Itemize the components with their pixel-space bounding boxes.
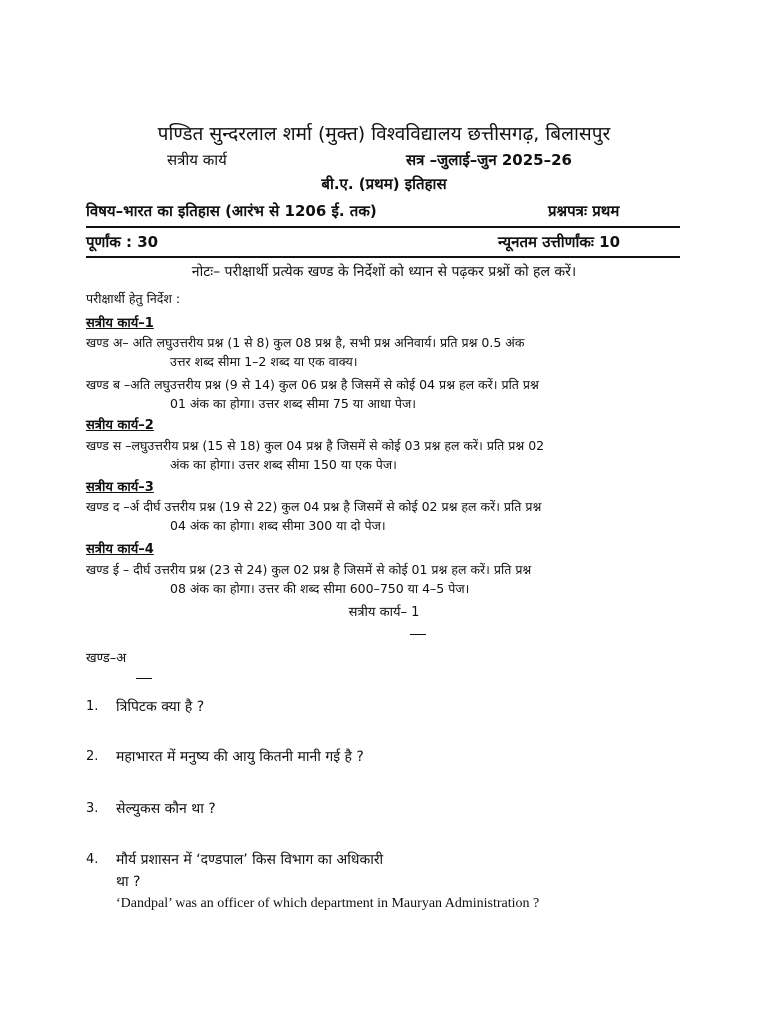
instruction-item: [86, 436, 680, 474]
instruction-item: [86, 497, 680, 535]
instruction-line: 04 अंक का होगा। शब्द सीमा 300 या दो पेज।: [170, 518, 386, 533]
section-heading-1: सत्रीय कार्य–1: [86, 316, 154, 331]
instructions-heading: परीक्षार्थी हेतु निर्देश :: [86, 291, 181, 306]
min-marks: न्यूनतम उत्तीर्णांकः 10: [498, 233, 621, 251]
instruction-item: [86, 375, 680, 413]
assignment-label: सत्रीय कार्य: [167, 151, 227, 169]
divider-dash: [136, 678, 152, 679]
instruction-item: [86, 333, 680, 371]
question-english: ‘Dandpal’ was an officer of which department in Mauryan Administration ?: [116, 896, 540, 911]
instruction-item: [86, 560, 680, 598]
divider-dash: [410, 634, 426, 635]
assignment-heading: सत्रीय कार्य– 1: [348, 605, 420, 620]
instruction-line: अंक का होगा। उत्तर शब्द सीमा 150 या एक पेज।: [170, 457, 397, 472]
question-number: 2.: [86, 749, 99, 764]
question-number: 3.: [86, 801, 99, 816]
instruction-line: उत्तर शब्द सीमा 1–2 शब्द या एक वाक्य।: [170, 354, 358, 369]
section-heading-4: सत्रीय कार्य–4: [86, 542, 154, 557]
note-text: नोटः– परीक्षार्थी प्रत्येक खण्ड के निर्देशों को ध्यान से पढ़कर प्रश्नों को हल करें।: [191, 264, 577, 280]
section-heading-2: सत्रीय कार्य–2: [86, 418, 154, 433]
instruction-line: खण्ड ई – दीर्घ उत्तरीय प्रश्न (23 से 24) कुल 02 प्रश्न है जिसमें से कोई 01 प्रश्न हल करें। प्रति प्रश्न: [86, 562, 532, 577]
divider-top: [86, 226, 680, 228]
question-text: सेल्युकस कौन था ?: [116, 801, 216, 817]
instruction-line: खण्ड अ– अति लघुउत्तरीय प्रश्न (1 से 8) कुल 08 प्रश्न है, सभी प्रश्न अनिवार्य। प्रति प्रश्न 0.5 अंक: [86, 335, 525, 350]
question-text: त्रिपिटक क्या है ?: [116, 699, 205, 715]
section-heading-3: सत्रीय कार्य–3: [86, 480, 154, 495]
instruction-line: खण्ड द –र्अ दीर्घ उत्तरीय प्रश्न (19 से 22) कुल 04 प्रश्न है जिसमें से कोई 02 प्रश्न हल करें। प्रति प्रश्न: [86, 499, 542, 514]
instruction-line: 01 अंक का होगा। उत्तर शब्द सीमा 75 या आधा पेज।: [170, 396, 417, 411]
question-number: 1.: [86, 699, 99, 714]
question-text: मौर्य प्रशासन में ‘दण्डपाल’ किस विभाग का अधिकारी: [116, 852, 384, 868]
question-text-continued: था ?: [116, 874, 141, 890]
university-title: पण्डित सुन्दरलाल शर्मा (मुक्त) विश्वविद्यालय छत्तीसगढ़, बिलासपुर: [157, 123, 611, 145]
instruction-line: खण्ड ब –अति लघुउत्तरीय प्रश्न (9 से 14) कुल 06 प्रश्न है जिसमें से कोई 04 प्रश्न हल करें। प्रति प्रश्न: [86, 377, 539, 392]
instruction-line: खण्ड स –लघुउत्तरीय प्रश्न (15 से 18) कुल 04 प्रश्न है जिसमें से कोई 03 प्रश्न हल करें। प्रति प्रश्न 02: [86, 438, 545, 453]
section-label: खण्ड–अ: [86, 651, 127, 666]
session-label: सत्र –जुलाई–जुन 2025–26: [406, 151, 572, 169]
question-text: महाभारत में मनुष्य की आयु कितनी मानी गई है ?: [116, 749, 364, 765]
subject-label: विषय–भारत का इतिहास (आरंभ से 1206 ई. तक): [86, 202, 377, 220]
divider-bottom: [86, 256, 680, 258]
max-marks: पूर्णांक : 30: [86, 233, 159, 251]
course-title: बी.ए. (प्रथम) इतिहास: [321, 175, 447, 193]
paper-label: प्रश्नपत्रः प्रथम: [548, 202, 620, 220]
question-number: 4.: [86, 852, 99, 867]
instruction-line: 08 अंक का होगा। उत्तर की शब्द सीमा 600–750 या 4–5 पेज।: [170, 581, 470, 596]
